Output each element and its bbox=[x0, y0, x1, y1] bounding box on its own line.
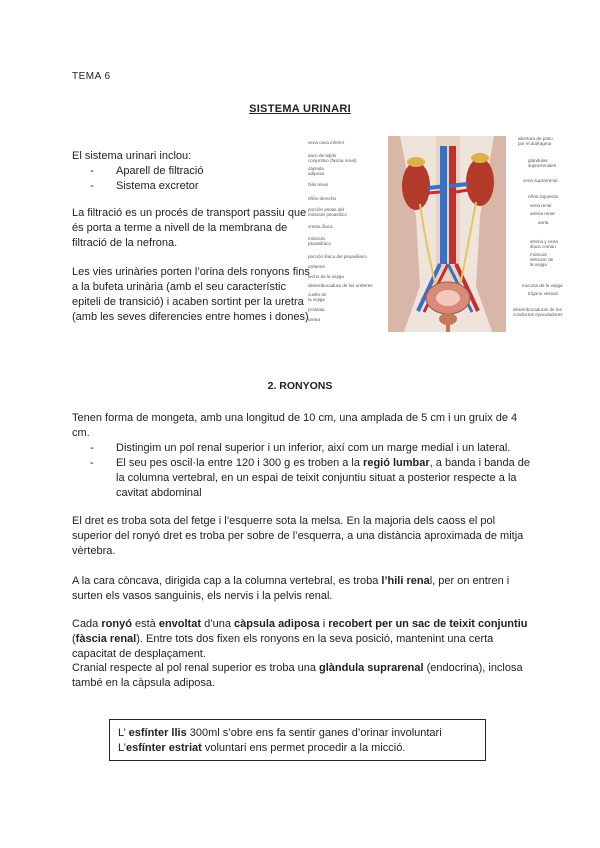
text-run: d’una bbox=[201, 618, 235, 630]
bold-term: recobert per un sac de teixit conjuntiu bbox=[328, 618, 528, 630]
figure-label: arteria y vena bbox=[530, 239, 558, 244]
figure-label: cuello de bbox=[308, 292, 327, 297]
figure-label: porción ilíaca del psoasilíaco bbox=[308, 254, 367, 259]
bold-term: esfínter estriat bbox=[125, 742, 202, 754]
text-run: L’ bbox=[118, 727, 129, 739]
note-line bbox=[118, 726, 477, 741]
figure-label: conjuntivo (fascia renal) bbox=[308, 158, 357, 163]
figure-label: abertura de paso bbox=[518, 136, 553, 141]
text-run: (endocrina), inclosa també en la càpsula adiposa. bbox=[72, 662, 523, 689]
figure-label: músculo bbox=[530, 252, 548, 257]
figure-label: la vejiga bbox=[530, 262, 547, 267]
ronyons-list bbox=[90, 441, 530, 501]
bold-term: regió lumbar bbox=[363, 457, 430, 469]
figure-label: la vejiga bbox=[308, 297, 325, 302]
bold-term: esfínter llis bbox=[128, 727, 187, 739]
note-box bbox=[109, 719, 486, 761]
intro-lead: El sistema urinari inclou: bbox=[72, 150, 192, 162]
figure-label: arteria renal bbox=[530, 211, 555, 216]
figure-label: porción psoas del bbox=[308, 207, 345, 212]
urinary-system-figure bbox=[308, 136, 580, 332]
list-item: - Aparell de filtració bbox=[90, 164, 310, 179]
text-run: ). Entre tots dos fixen els ronyons en la seva posició, mantenint una certa capacitat de desplaçament. bbox=[72, 633, 494, 660]
list-item: - Sistema excretor bbox=[90, 179, 310, 194]
topic-label: TEMA 6 bbox=[72, 71, 111, 82]
text-run: , a banda i banda de la columna vertebral, en un espai de teixit conjuntiu situat a posterior respecte a la cavitat abdominal bbox=[116, 457, 530, 499]
bold-term: envoltat bbox=[158, 618, 202, 630]
text-run: i bbox=[319, 618, 329, 630]
text-run: A la cara còncava, dirigida cap a la columna vertebral, es troba bbox=[72, 575, 382, 587]
paragraph-forma: Tenen forma de mongeta, amb una longitud de 10 cm, una amplada de 5 cm i un gruix de 4 cm. bbox=[72, 412, 518, 439]
figure-label: cresta ilíaca bbox=[308, 224, 333, 229]
figure-label: desembocadura de los uréteres bbox=[308, 283, 373, 288]
bold-term: glàndula suprarenal bbox=[319, 662, 424, 674]
figure-label: aorta bbox=[538, 220, 549, 225]
text-run: l, per on entren i surten els vasos sanguinis, els nervis i la pelvis renal. bbox=[72, 575, 510, 602]
figure-label: desembocaduras de los bbox=[513, 307, 562, 312]
paragraph-suprarenal bbox=[72, 661, 532, 691]
figure-label: glándulas bbox=[528, 158, 548, 163]
section-heading: 2. RONYONS bbox=[267, 380, 333, 392]
paragraph-capsula bbox=[72, 617, 532, 662]
figure-label: riñón derecho bbox=[308, 196, 337, 201]
figure-label: vena suprarrenal bbox=[523, 178, 558, 183]
text-run: Cranial respecte al pol renal superior es troba una bbox=[72, 662, 320, 674]
figure-label: riñón izquierdo bbox=[528, 194, 559, 199]
text-run: El seu pes oscil·la entre 120 i 300 g es troben a la bbox=[116, 457, 364, 469]
figure-label: suprarrenales bbox=[528, 163, 557, 168]
figure-label: mucosa de la vejiga bbox=[522, 283, 563, 288]
figure-label: hilio renal bbox=[308, 182, 328, 187]
figure-label: vena renal bbox=[530, 203, 552, 208]
figure-label: músculo psoasílico bbox=[308, 212, 347, 217]
figure-label: uréteres bbox=[308, 264, 325, 269]
figure-label: detrusor de bbox=[530, 257, 554, 262]
figure-label: vena cava inferior bbox=[308, 140, 345, 145]
paragraph-hili bbox=[72, 574, 532, 604]
figure-label: próstata bbox=[308, 307, 325, 312]
page-title: SISTEMA URINARI bbox=[249, 103, 351, 115]
paragraph-vies: Les vies urinàries porten l’orina dels ronyons fins a la bufeta urinària (amb el seu característic epiteli de transició) i acaben sortint per la uretra (amb les seves diferencies entre homes i dones) bbox=[72, 266, 310, 323]
bold-term: ronyó bbox=[101, 618, 132, 630]
figure-label: por el diafragma bbox=[518, 141, 552, 146]
text-run: ( bbox=[72, 633, 76, 645]
bold-term: fàscia renal bbox=[75, 633, 137, 645]
paragraph-filtracio: La filtració es un procés de transport passiu que és porta a terme a nivell de la membrana de filtració de la nefrona. bbox=[72, 207, 307, 249]
text-run: Cada bbox=[72, 618, 102, 630]
figure-label: saco de tejido bbox=[308, 153, 337, 158]
figure-label: ilíaca común bbox=[530, 244, 556, 249]
bold-term: càpsula adiposa bbox=[234, 618, 320, 630]
figure-label: techo de la vejiga bbox=[308, 274, 344, 279]
figure-label: adiposa bbox=[308, 171, 325, 176]
figure-label: psoasilíaco bbox=[308, 241, 331, 246]
text-run: L’ bbox=[118, 742, 126, 754]
figure-label: uretra bbox=[308, 317, 321, 322]
text-run: està bbox=[131, 618, 159, 630]
bold-term: l’hili rena bbox=[381, 575, 430, 587]
list-item: - Distingim un pol renal superior i un inferior, així com un marge medial i un lateral. bbox=[90, 441, 530, 456]
text-run: voluntari ens permet procedir a la micció. bbox=[201, 742, 406, 754]
figure-label: trígono vesical bbox=[528, 291, 558, 296]
intro-list bbox=[90, 164, 310, 194]
list-item bbox=[90, 456, 530, 501]
note-line bbox=[118, 741, 477, 756]
figure-label: músculo bbox=[308, 236, 326, 241]
figure-label: cápsula bbox=[308, 166, 324, 171]
text-run: 300ml s’obre ens fa sentir ganes d’orinar involuntari bbox=[186, 727, 442, 739]
figure-label: conductos eyaculadores bbox=[513, 312, 563, 317]
paragraph-posicio: El dret es troba sota del fetge i l’esquerre sota la melsa. En la majoria dels caoss el pol superior del ronyó dret es troba per sobre de l’esquerra, a una distància aproximada de mitja vèrtebra. bbox=[72, 515, 524, 557]
